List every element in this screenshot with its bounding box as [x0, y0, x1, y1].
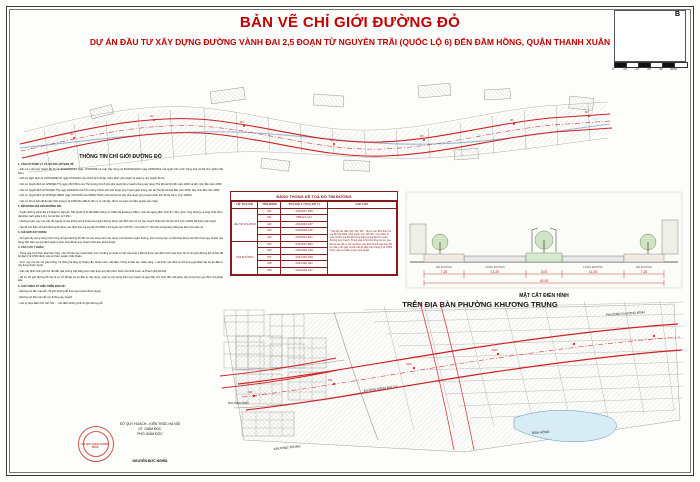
cell-point: M1 — [258, 215, 281, 222]
cell-x: 2322554.602 — [281, 234, 327, 241]
svg-text:3,00: 3,00 — [540, 270, 548, 274]
legal-paragraph: - Căn cứ Nghị định số 37/2010/NĐ-CP ngày 07/4/2010 của Chính phủ về lập, thẩm định, phê duyệt và quản lý quy hoạch đô thị; — [18, 177, 165, 181]
legal-heading: THÔNG TIN CHỈ GIỚI ĐƯỜNG ĐỎ — [79, 154, 162, 160]
cell-point: M6 — [258, 248, 281, 255]
legal-paragraph: - Toạ độ các điểm chỉ giới đường đỏ được xác định theo hệ toạ độ VN-2000, kinh tuyến trục 105°00', múi chiếu 3°, thể hiện trong bảng thống kê kèm theo bản vẽ. — [18, 225, 204, 229]
scale-tick: 50m — [670, 67, 677, 71]
page-subtitle: DỰ ÁN ĐẦU TƯ XÂY DỰNG ĐƯỜNG VÀNH ĐAI 2,5 ĐOẠN TỪ NGUYỄN TRÃI (QUỐC LỘ 6) ĐẾN ĐẦM HỒNG, QUẬN THANH XUÂN — [89, 37, 611, 47]
svg-text:M8: M8 — [248, 390, 253, 394]
legal-paragraph: - Căn cứ Quyết định số 519/QĐ-TTg ngày 31/3/2016 của Thủ tướng Chính phủ phê duyệt Quy hoạch giao thông vận tải Thủ đô Hà Nội đến năm 2030, tầm nhìn đến năm 2050; — [18, 188, 220, 192]
footer-line: SỞ QUY HOẠCH - KIẾN TRÚC HÀ NỘI — [119, 422, 181, 426]
scale-tick: 0 — [612, 67, 614, 71]
svg-text:M4: M4 — [330, 139, 334, 142]
legal-paragraph: - Đường nét đứt màu đỏ: tim đường quy hoạch. — [18, 296, 73, 300]
svg-text:M9: M9 — [328, 378, 333, 382]
cell-x: 2322469.433 — [281, 248, 327, 255]
svg-text:11,25: 11,25 — [588, 270, 598, 274]
cell-point: M4 — [258, 234, 281, 241]
legal-paragraph: - Căn cứ Quyết định số 1259/QĐ-TTg ngày 26/7/2011 của Thủ tướng Chính phủ phê duyệt Quy hoạch chung xây dựng Thủ đô Hà Nội đến năm 2030 và tầm nhìn đến năm 2050; — [18, 182, 223, 186]
legal-paragraph: - Căn cứ Quyết định số 3976/QĐ-UBND ngày 13/7/2015 của UBND Thành phố Hà Nội về việc phê duyệt Quy hoạch phân khu đô thị H2-3, tỷ lệ 1/2000; — [18, 194, 192, 198]
cross-section-diagram — [404, 190, 684, 298]
svg-text:HÈ ĐƯỜNG: HÈ ĐƯỜNG — [636, 265, 652, 269]
legal-paragraph: 3. CHỈ GIỚI XÂY DỰNG: — [18, 231, 48, 235]
cell-x: 2322647.358 — [281, 208, 327, 215]
cell-point: M3 — [258, 228, 281, 235]
cell-point: M2 — [258, 221, 281, 228]
svg-text:M10: M10 — [406, 362, 412, 366]
cell-x: 2322629.187 — [281, 221, 327, 228]
cell-system-group: HỆ TĐ VN-2000 — [232, 208, 258, 241]
legal-paragraph: - Hướng tuyến, quy mô mặt cắt ngang và các thông số kỹ thuật của tuyến đường được xác định trên cơ sở Quy hoạch phân khu đô thị H2-3 tỷ lệ 1/2000 đã được phê duyệt. — [18, 220, 217, 224]
svg-text:M5: M5 — [420, 135, 424, 138]
legal-paragraph: - Hồ sơ chỉ giới đường đỏ này là cơ sở để lập dự án đầu tư xây dựng, quản lý xây dựng theo quy hoạch và giao đất, cho thuê đất, cấp phép xây dựng theo quy định của pháp luật. — [18, 275, 223, 283]
scale-bar — [614, 62, 686, 74]
cell-x: 2322590.115 — [281, 228, 327, 235]
footer-line: PHÓ GIÁM ĐỐC — [137, 432, 163, 436]
ward-title: TRÊN ĐỊA BÀN PHƯỜNG KHƯƠNG TRUNG — [402, 300, 558, 309]
legal-paragraph: 5. CHÚ THÍCH KÝ HIỆU TRÊN BẢN VẼ: — [18, 284, 66, 288]
legal-paragraph: - Vị trí, quy mô các nút giao thông, hệ thống hạ tầng kỹ thuật (cấp, thoát nước, cấp điện, thông tin liên lạc, chiếu sáng...) sẽ được xác định cụ thể trong giai đoạn lập dự án đầu tư xây dựng được duyệt. — [18, 260, 223, 268]
svg-text:M10: M10 — [492, 348, 498, 352]
svg-text:40,00: 40,00 — [539, 279, 549, 283]
cell-point: M7 — [258, 254, 281, 261]
scale-tick: 30 — [647, 67, 651, 71]
legal-paragraph: - Việc xác định ranh giới thu hồi đất, giải phóng mặt bằng thực hiện theo quy định hiện hành của Nhà nước và Thành phố Hà Nội. — [18, 270, 167, 274]
svg-text:HÈ ĐƯỜNG: HÈ ĐƯỜNG — [436, 265, 452, 269]
legal-paragraph: 2. NỘI DUNG CHỈ GIỚI ĐƯỜNG ĐỎ: — [18, 205, 62, 209]
north-label: B — [674, 11, 680, 18]
north-arrow-block — [614, 10, 686, 62]
cell-y: 585421.112 — [281, 215, 327, 222]
legal-paragraph: - Căn cứ hồ sơ bản đồ đo đạc hiện trạng tỷ lệ 1/500 khu đất do đơn vị tư vấn lập, được cơ quan có thẩm quyền xác nhận; — [18, 199, 159, 203]
svg-text:ĐƯỜNG VÀNH ĐAI 2,5: ĐƯỜNG VÀNH ĐAI 2,5 — [363, 384, 398, 393]
official-stamp-text: SỞ QUY HOẠCH KIẾN TRÚC — [81, 443, 109, 449]
svg-text:NGUYỄN TRÃI: NGUYỄN TRÃI — [228, 401, 249, 405]
table-header-row — [232, 202, 397, 209]
svg-text:7,25: 7,25 — [440, 270, 448, 274]
svg-text:ĐẦM HỒNG: ĐẦM HỒNG — [531, 429, 550, 435]
scale-tick: 10 — [623, 67, 627, 71]
cell-x: 2322390.461 — [281, 261, 327, 268]
col-header-note: GHI CHÚ — [327, 202, 396, 209]
col-header-xy: TOẠ ĐỘ X (TOẠ ĐỘ Y) — [281, 202, 327, 209]
footer-signer-name: NGUYỄN ĐỨC NGHĨA — [132, 459, 168, 463]
svg-text:KHƯƠNG TRUNG: KHƯƠNG TRUNG — [273, 444, 301, 451]
legal-paragraph: 4. CÁC LƯU Ý KHÁC: — [18, 246, 45, 250]
cell-point: M1 — [258, 208, 281, 215]
coordinate-table — [230, 191, 398, 276]
cell-x: 2322430.189 — [281, 254, 327, 261]
footer-line: KT. GIÁM ĐỐC — [138, 427, 162, 431]
cell-note: * Toạ độ các điểm M1, M2, M3... được xác định theo hệ toạ độ VN-2000, kinh tuyến trục 105°00', múi chiếu 3°. Các số liệu toạ độ ghi trong bảng là toạ độ tim tuyến đường quy hoạch. Trong quá trình triển khai dự án, toạ độ và cao độ cụ thể sẽ được xác định chính xác theo hồ sơ cắm mốc giới và bản đồ đo đạc hiện trạng tỷ lệ 1/500 được cấp có thẩm quyền phê duyệt. — [327, 208, 396, 274]
legal-paragraph: - Căn cứ Luật Quy hoạch đô thị số 30/2009/QH12 ngày 17/06/2009 và Luật Xây dựng số 50/2014/QH13 ngày 18/06/2014 của Quốc hội nước Cộng hoà xã hội chủ nghĩa Việt Nam; — [18, 168, 223, 175]
svg-text:M1: M1 — [70, 133, 74, 136]
cell-point: M9 — [258, 267, 281, 274]
scale-tick: 20 — [635, 67, 639, 71]
svg-text:M7: M7 — [585, 111, 589, 114]
coordinate-table-caption: BẢNG THỐNG KÊ TOẠ ĐỘ TIM ĐƯỜNG — [231, 192, 397, 201]
svg-text:LÒNG ĐƯỜNG: LÒNG ĐƯỜNG — [583, 265, 603, 269]
scale-tick: 40 — [659, 67, 663, 71]
legal-text-block — [18, 156, 223, 307]
table-row — [232, 208, 397, 215]
svg-text:M3: M3 — [240, 121, 244, 124]
context-map — [218, 300, 338, 410]
cross-section-caption: MẶT CẮT ĐIỂN HÌNH — [519, 293, 569, 299]
cell-x: 2322510.860 — [281, 241, 327, 248]
cell-x: 2322348.227 — [281, 267, 327, 274]
legal-paragraph: - Chỉ giới xây dựng công trình trùng chỉ giới đường đỏ đối với các công trình xây dựng mới hai bên tuyến đường; các trường hợp cụ thể khác được xác định theo quy chuẩn xây dựng Việt Nam và quy định quản lý kèm theo đồ án quy hoạch phân khu được duyệt. — [18, 236, 223, 244]
svg-text:M6: M6 — [510, 119, 514, 122]
cell-point: M8 — [258, 261, 281, 268]
svg-text:PHƯỜNG KHƯƠNG ĐÌNH: PHƯỜNG KHƯƠNG ĐÌNH — [605, 310, 645, 317]
page-title: BẢN VẼ CHỈ GIỚI ĐƯỜNG ĐỎ — [239, 14, 461, 31]
svg-text:M2: M2 — [150, 115, 154, 118]
svg-text:LÒNG ĐƯỜNG: LÒNG ĐƯỜNG — [485, 265, 505, 269]
legal-paragraph: - Đường nét liền màu đỏ: chỉ giới đường đỏ theo quy hoạch được duyệt. — [18, 290, 102, 294]
col-header-system: HỆ TOẠ ĐỘ — [232, 202, 258, 209]
col-header-point: TÊN ĐIỂM — [258, 202, 281, 209]
cell-point: M5 — [258, 241, 281, 248]
cell-system-group: TIM ĐƯỜNG — [232, 241, 258, 274]
legal-paragraph: 1. CĂN CỨ PHÁP LÝ VÀ CƠ SỞ LẬP BẢN VẼ: — [18, 162, 75, 166]
legal-paragraph: - Tuyến đường Vành đai 2,5 đoạn từ Nguyễn Trãi (Quốc lộ 6) đến Đầm Hồng có chiều dài khoảng 2,06km, mặt cắt ngang điển hình B = 40m, gồm: lòng đường xe chạy 2x11,25m; dải phân cách giữa 3,0m; hè hai bên 2x7,25m. — [18, 210, 223, 218]
svg-text:11,25: 11,25 — [490, 270, 500, 274]
legal-paragraph: - Các ký hiệu điểm M1, M2, M3... : các điểm khống chế chỉ giới đường đỏ. — [18, 301, 104, 305]
legal-paragraph: - Trong quá trình triển khai thực hiện, các chỉ tiêu quy hoạch kiến trúc, hạ tầng kỹ thuật cụ thể của từng ô đất sẽ được xác định chính xác theo hồ sơ chỉ giới đường đỏ và bản đồ đo đạc tỷ lệ 1/500 được cấp có thẩm quyền chấp thuận. — [18, 251, 223, 259]
svg-text:7,25: 7,25 — [640, 270, 648, 274]
